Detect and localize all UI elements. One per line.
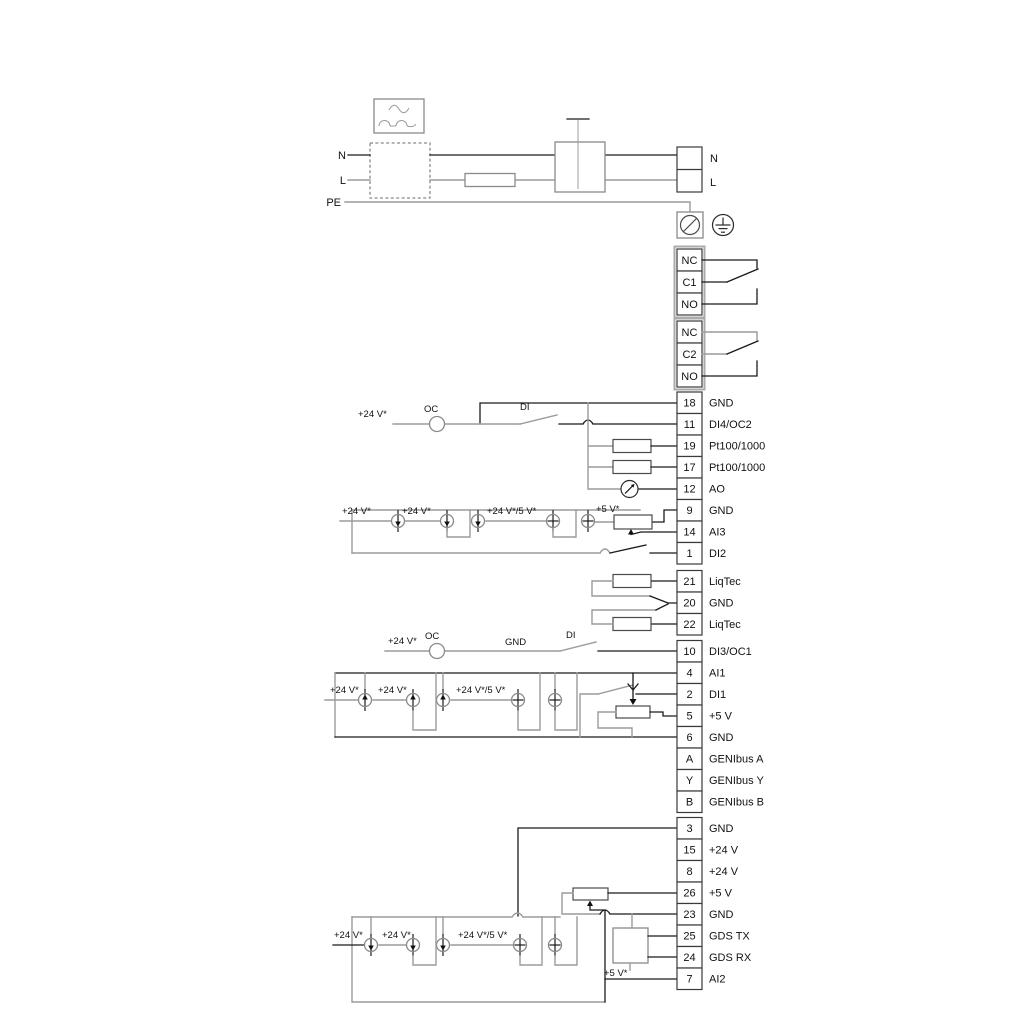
v24-label: +24 V* <box>388 636 417 647</box>
current-source-up-icon <box>437 689 450 711</box>
open-collector-icon <box>430 644 445 659</box>
di2-switch <box>610 545 677 553</box>
terminal-label: GND <box>709 909 734 921</box>
v24-label: +24 V* <box>334 930 363 941</box>
analog-meter-icon <box>621 481 638 498</box>
terminal-number: 11 <box>683 419 696 431</box>
terminal-label: AO <box>709 483 725 496</box>
terminal-number: 19 <box>683 440 696 453</box>
terminal-number: 24 <box>683 952 696 964</box>
optional-unit-box <box>370 143 430 198</box>
terminal-label: C1 <box>682 277 697 289</box>
pe-label: PE <box>326 197 341 209</box>
terminal-number: 1 <box>686 548 693 560</box>
v24-label: +24 V* <box>378 685 407 696</box>
di4-wire-b <box>559 420 677 424</box>
terminal-group-10-B <box>677 641 764 813</box>
v24-label: +24 V* <box>342 506 371 517</box>
group4-wiring <box>592 575 677 631</box>
v5-wire <box>650 712 677 716</box>
row3-top-rail <box>352 913 560 917</box>
v24-5-label: +24 V*/5 V* <box>458 930 508 941</box>
current-source-down-icon <box>365 934 378 956</box>
terminal-number: 8 <box>686 866 693 878</box>
terminal-number: Y <box>685 775 694 787</box>
terminal-label: DI4/OC2 <box>709 419 752 431</box>
terminal-label: DI2 <box>709 548 727 560</box>
gnd20-wire-a <box>650 596 677 603</box>
gnd-label: GND <box>505 637 527 648</box>
current-source-plus-icon <box>549 934 562 956</box>
terminal-label: +24 V <box>709 844 739 857</box>
gnd18-wire <box>480 403 677 424</box>
pe-wire <box>345 202 690 212</box>
current-source-plus-icon <box>514 934 527 956</box>
terminal-label: NO <box>681 371 698 383</box>
terminal-label: DI1 <box>709 689 727 701</box>
n-right-label: N <box>710 153 718 165</box>
terminal-label: Pt100/1000 <box>709 462 766 474</box>
group6-wiring <box>333 828 677 1002</box>
v24-label: +24 V* <box>330 685 359 696</box>
terminal-number: 22 <box>683 619 696 631</box>
terminal-number: 20 <box>683 597 696 610</box>
l-right-label: L <box>710 177 717 189</box>
v24-label: +24 V* <box>382 930 411 941</box>
terminal-number: 3 <box>686 823 693 835</box>
terminal-label: AI3 <box>709 526 726 539</box>
di4-switch-arm <box>520 415 557 424</box>
terminal-number: A <box>685 753 694 766</box>
terminal-number: 4 <box>686 667 693 680</box>
terminal-label: LiqTec <box>709 619 741 631</box>
terminal-number: 12 <box>683 483 696 496</box>
terminal-number: B <box>685 796 694 809</box>
relay2-contact-arm <box>727 341 758 354</box>
current-source-down-icon <box>472 510 485 532</box>
current-source-down-icon <box>437 934 450 956</box>
terminal-number: 23 <box>683 909 696 921</box>
power-section <box>326 99 733 238</box>
terminal-label: GND <box>709 823 734 835</box>
v24-5-label: +24 V*/5 V* <box>456 685 506 696</box>
current-source-plus-icon <box>549 689 562 711</box>
terminal-label: GENIbus B <box>709 796 765 809</box>
terminal-number: 10 <box>683 646 696 658</box>
terminal-number: 17 <box>683 462 696 474</box>
current-source-plus-icon <box>582 510 595 532</box>
gnd23-wire <box>600 910 677 914</box>
terminal-number: 6 <box>686 732 693 744</box>
group5-wiring <box>325 630 677 737</box>
terminal-label: GND <box>709 397 734 410</box>
gnd9-wire <box>652 510 677 522</box>
potentiometer <box>573 888 608 900</box>
v24-5-label: +24 V*/5 V* <box>487 506 537 517</box>
terminal-number: 15 <box>683 844 696 857</box>
relay1-terminals <box>675 247 759 318</box>
relay2-no-wire <box>702 361 757 376</box>
terminal-label: GND <box>709 732 734 744</box>
v24-label: +24 V* <box>358 409 387 420</box>
ac-supply-icon <box>374 99 424 133</box>
earth-ground-icon <box>713 215 734 236</box>
ai3-wire <box>631 532 677 535</box>
liqtec-resistor <box>613 618 651 631</box>
terminal-number: 25 <box>683 930 696 943</box>
gnd3-wire <box>518 828 677 916</box>
di-label: DI <box>520 402 530 413</box>
gnd20-wire-b <box>656 604 668 610</box>
row2-brackets <box>413 673 577 730</box>
terminal-label: GND <box>709 597 734 610</box>
l-left-label: L <box>339 175 346 187</box>
terminal-number: 18 <box>683 397 696 410</box>
n-left-label: N <box>338 150 346 162</box>
relay1-contact-wires <box>702 260 757 304</box>
terminal-number: 26 <box>683 887 696 900</box>
pot-wiper-arrow <box>630 699 637 705</box>
di2-wire-a <box>352 549 610 553</box>
terminal-label: +5 V <box>709 710 732 723</box>
v5-label: +5 V* <box>604 968 628 979</box>
terminal-number: 2 <box>686 689 693 701</box>
relay2-contact-wires <box>702 332 757 354</box>
current-source-up-icon <box>407 689 420 711</box>
group3-wiring <box>340 402 677 553</box>
gds-sensor-box <box>613 928 648 963</box>
terminal-group-18-1 <box>677 392 765 564</box>
terminal-number: 21 <box>683 576 696 588</box>
terminal-label: GND <box>709 505 734 517</box>
terminal-number: 7 <box>686 973 693 986</box>
v24-label: +24 V* <box>402 506 431 517</box>
di1-bracket <box>580 694 598 737</box>
di3-switch-arm <box>560 642 596 651</box>
pt100-resistor <box>613 461 651 474</box>
terminal-label: Pt100/1000 <box>709 440 766 453</box>
terminal-label: DI3/OC1 <box>709 646 752 658</box>
liqtec-resistor <box>613 575 651 588</box>
terminal-label: C2 <box>682 349 697 361</box>
terminal-label: LiqTec <box>709 576 741 588</box>
terminal-label: GENIbus Y <box>709 775 764 787</box>
terminal-label: GDS RX <box>709 952 752 964</box>
v5-label: +5 V* <box>596 504 620 515</box>
di-label: DI <box>566 630 576 641</box>
terminal-label: GDS TX <box>709 930 750 943</box>
relay1-contact-arm <box>727 269 758 282</box>
pe-screw-terminal-icon <box>677 212 703 238</box>
relay2-terminals <box>675 319 759 390</box>
pt100-resistor <box>613 440 651 453</box>
terminal-label: AI2 <box>709 973 726 986</box>
terminal-number: 14 <box>683 526 696 539</box>
potentiometer <box>616 706 650 718</box>
terminal-group-liqtec <box>677 571 741 636</box>
terminal-number: 5 <box>686 710 693 723</box>
main-switch <box>555 142 605 192</box>
potentiometer <box>614 515 652 529</box>
terminal-label: +5 V <box>709 887 732 900</box>
terminal-label: NO <box>681 299 698 311</box>
terminal-label: NC <box>681 327 698 339</box>
terminal-group-3-7 <box>677 818 752 990</box>
current-source-plus-icon <box>512 689 525 711</box>
mains-terminal-block <box>677 147 718 192</box>
oc-label: OC <box>425 631 440 642</box>
terminal-label: +24 V <box>709 866 739 878</box>
terminal-label: NC <box>681 255 698 267</box>
current-source-up-icon <box>359 689 372 711</box>
pot-wiper-arrow <box>587 901 593 907</box>
fuse <box>465 174 515 187</box>
terminal-number: 9 <box>686 505 693 517</box>
gds-tx-rx-wires <box>648 936 677 957</box>
di1-switch-arm <box>598 685 633 694</box>
terminal-label: GENIbus A <box>709 753 764 766</box>
terminal-label: AI1 <box>709 667 726 680</box>
open-collector-icon <box>430 417 445 432</box>
oc-label: OC <box>424 404 439 415</box>
ai2-riser <box>590 906 605 1002</box>
